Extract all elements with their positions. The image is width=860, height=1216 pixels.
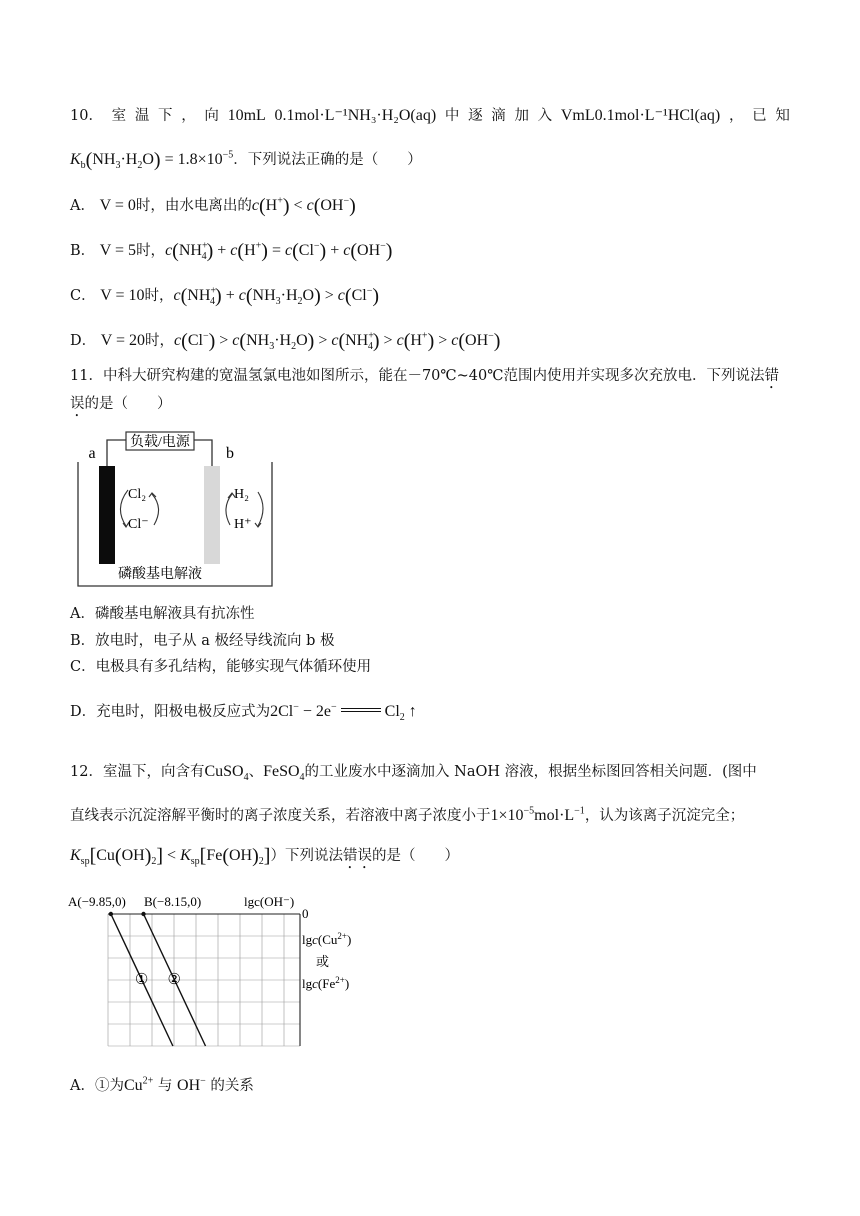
q10-prompt: ．下列说法正确的是（ ） — [233, 152, 422, 168]
option-formula: c(H+) < c(OH−) — [251, 195, 356, 217]
precipitation-chart — [66, 888, 376, 1058]
q10-option-d — [70, 331, 500, 351]
q10-volume: 10mL — [227, 107, 266, 124]
q12-stem: 的工业废水中逐滴加入 NaOH 溶液，根据坐标图回答相关问题．(图中 — [304, 764, 757, 780]
q10-word: 加 — [514, 108, 529, 124]
right-arrow-down — [258, 492, 263, 526]
series-point-2 — [141, 912, 145, 916]
threshold-value: $1\times 10^{-5}mol\cdot L^{-1}$ — [490, 805, 585, 824]
q12-prompt: 的是（ ） — [371, 848, 459, 864]
x-axis-label: lgc(OH⁻) — [244, 894, 295, 909]
q12-line1 — [70, 762, 757, 782]
q10-word: 室 — [111, 108, 127, 124]
option-text: 时， — [144, 288, 174, 304]
option-condition: V = 0 — [99, 197, 136, 214]
q12-stem: 、 — [248, 764, 264, 780]
electrolyte-label: 磷酸基电解液 — [118, 567, 202, 582]
y-label-fe: $\lg c(Fe^{2+})$ — [302, 975, 350, 991]
q12-stem: ，认为该离子沉淀完全； — [584, 808, 745, 824]
q12-stem: 12．室温下，向含有 — [70, 764, 205, 780]
load-source-label: 负载/电源 — [130, 435, 190, 450]
q12-line3 — [70, 846, 459, 872]
q10-word: 入 — [537, 108, 553, 124]
battery-diagram — [70, 428, 280, 588]
q10-option-c — [70, 286, 379, 306]
wire-right — [194, 440, 212, 466]
q10-word: 知 — [775, 108, 790, 124]
cu-ion: $Cu^{2+}$ — [123, 1075, 154, 1094]
q11-option-c: C．电极具有多孔结构，能够实现气体循环使用 — [70, 659, 372, 675]
q10-option-a — [70, 196, 356, 216]
cl-ion-label: Cl⁻ — [128, 517, 149, 532]
q10-word: 中 — [444, 108, 460, 124]
q10-line1 — [70, 106, 790, 126]
q11-line1 — [70, 366, 779, 392]
kb-expression: $K_b(NH_3\cdot H_2O) = 1.8\times 10^{-5}$ — [70, 149, 234, 172]
electrode-a-label: a — [88, 445, 96, 462]
cuso4-formula: CuSO$_4$ — [204, 763, 249, 784]
option-text: 时，由水电离出的 — [135, 198, 252, 214]
q10-option-b — [70, 241, 392, 261]
y-label-or: 或 — [316, 954, 330, 969]
q12-stem: 直线表示沉淀溶解平衡时的离子浓度关系，若溶液中离子浓度小于 — [70, 808, 491, 824]
q12-line2 — [70, 806, 744, 826]
option-formula: $c(NH^+_4) + c(H^+) = c(Cl^-) + c(OH^-)$ — [165, 240, 393, 263]
option-text: 时， — [136, 243, 166, 259]
right-arrow-up — [226, 494, 232, 525]
q10-hcl-solution: VmL0.1mol·L⁻¹HCl(aq) — [560, 107, 721, 124]
option-text: A．①为 — [70, 1078, 124, 1094]
option-condition: V = 20 — [100, 332, 146, 349]
option-text: D．充电时，阳极电极反应式为 — [70, 704, 271, 720]
feso4-formula: FeSO$_4$ — [263, 763, 305, 784]
q11-option-d — [70, 702, 417, 722]
q11-stem: 11．中科大研究构建的宽温氢氯电池如图所示，能在－70℃~40℃范围内使用并实现多次充放电．下列说法 — [70, 368, 765, 384]
q12-emphasis: 错误 — [342, 848, 372, 864]
option-text: 时， — [145, 333, 175, 349]
option-label: C． — [70, 288, 96, 304]
q10-word: 滴 — [491, 108, 506, 124]
q11-option-b: B．放电时，电子从 a 极经导线流向 b 极 — [70, 633, 335, 649]
option-condition: V = 10 — [100, 287, 145, 304]
option-text: 与 — [157, 1078, 173, 1094]
option-label: A． — [70, 198, 95, 214]
q10-word: 下 — [158, 108, 173, 124]
left-arrow-up — [152, 494, 159, 525]
ksp-comparison: $K_{sp}[Cu(OH)_2] < K_{sp}[Fe(OH)_2]$ — [70, 845, 271, 868]
series-label-2: ② — [167, 972, 181, 988]
q10-word: 逐 — [468, 108, 483, 124]
electrode-b-label: b — [226, 445, 234, 462]
q10-word: 温 — [134, 108, 150, 124]
anode-equation: 2Cl− − 2e− $Cl_2$ ↑ — [270, 701, 417, 724]
oh-ion: OH− — [177, 1075, 206, 1094]
h-ion-label: H⁺ — [234, 517, 252, 532]
series-layer — [109, 912, 206, 1046]
point-a-label: A(−9.85,0) — [68, 894, 126, 909]
q11-emphasis: 错 — [764, 368, 779, 384]
q10-word: 向 — [204, 108, 219, 124]
option-condition: V = 5 — [99, 242, 137, 259]
electrode-a — [99, 466, 115, 564]
option-formula: $c(NH^+_4) + c(NH_3\cdot H_2O) > c(Cl^-)$ — [173, 285, 380, 308]
q12-stem: ）下列说法 — [270, 848, 343, 864]
q10-ammonia-solution: 0.1mol·L⁻¹NH₃·H₂O(aq) — [274, 107, 437, 124]
option-label: D． — [70, 333, 97, 349]
wire-left — [107, 440, 126, 466]
q10-word: 已 — [752, 108, 767, 124]
left-arrow-down — [120, 490, 128, 526]
h2-label: H₂ — [234, 487, 249, 502]
q10-number: 10． — [70, 108, 103, 124]
q10-word: ， — [728, 108, 744, 124]
q11-line2 — [70, 394, 172, 420]
q12-option-a — [70, 1076, 254, 1096]
series-point-1 — [109, 912, 113, 916]
q11-option-a: A．磷酸基电解液具有抗冻性 — [70, 606, 255, 622]
q10-word: ， — [181, 108, 196, 124]
electrode-b — [204, 466, 220, 564]
point-b-label: B(−8.15,0) — [144, 894, 202, 909]
option-label: B． — [70, 243, 96, 259]
origin-label: 0 — [302, 906, 309, 921]
option-formula: $c(Cl^-) > c(NH_3\cdot H_2O) > c(NH^+_4) > c(H^+) > c(OH^-)$ — [174, 330, 501, 353]
q10-line2 — [70, 150, 422, 170]
series-label-1: ① — [134, 972, 149, 988]
cl2-label: Cl₂ — [128, 487, 147, 502]
q11-prompt: 的是（ ） — [84, 396, 172, 412]
y-label-cu: $\lg c(Cu^{2+})$ — [302, 931, 352, 947]
option-text: 的关系 — [210, 1078, 254, 1094]
q11-emphasis: 误 — [70, 396, 85, 412]
